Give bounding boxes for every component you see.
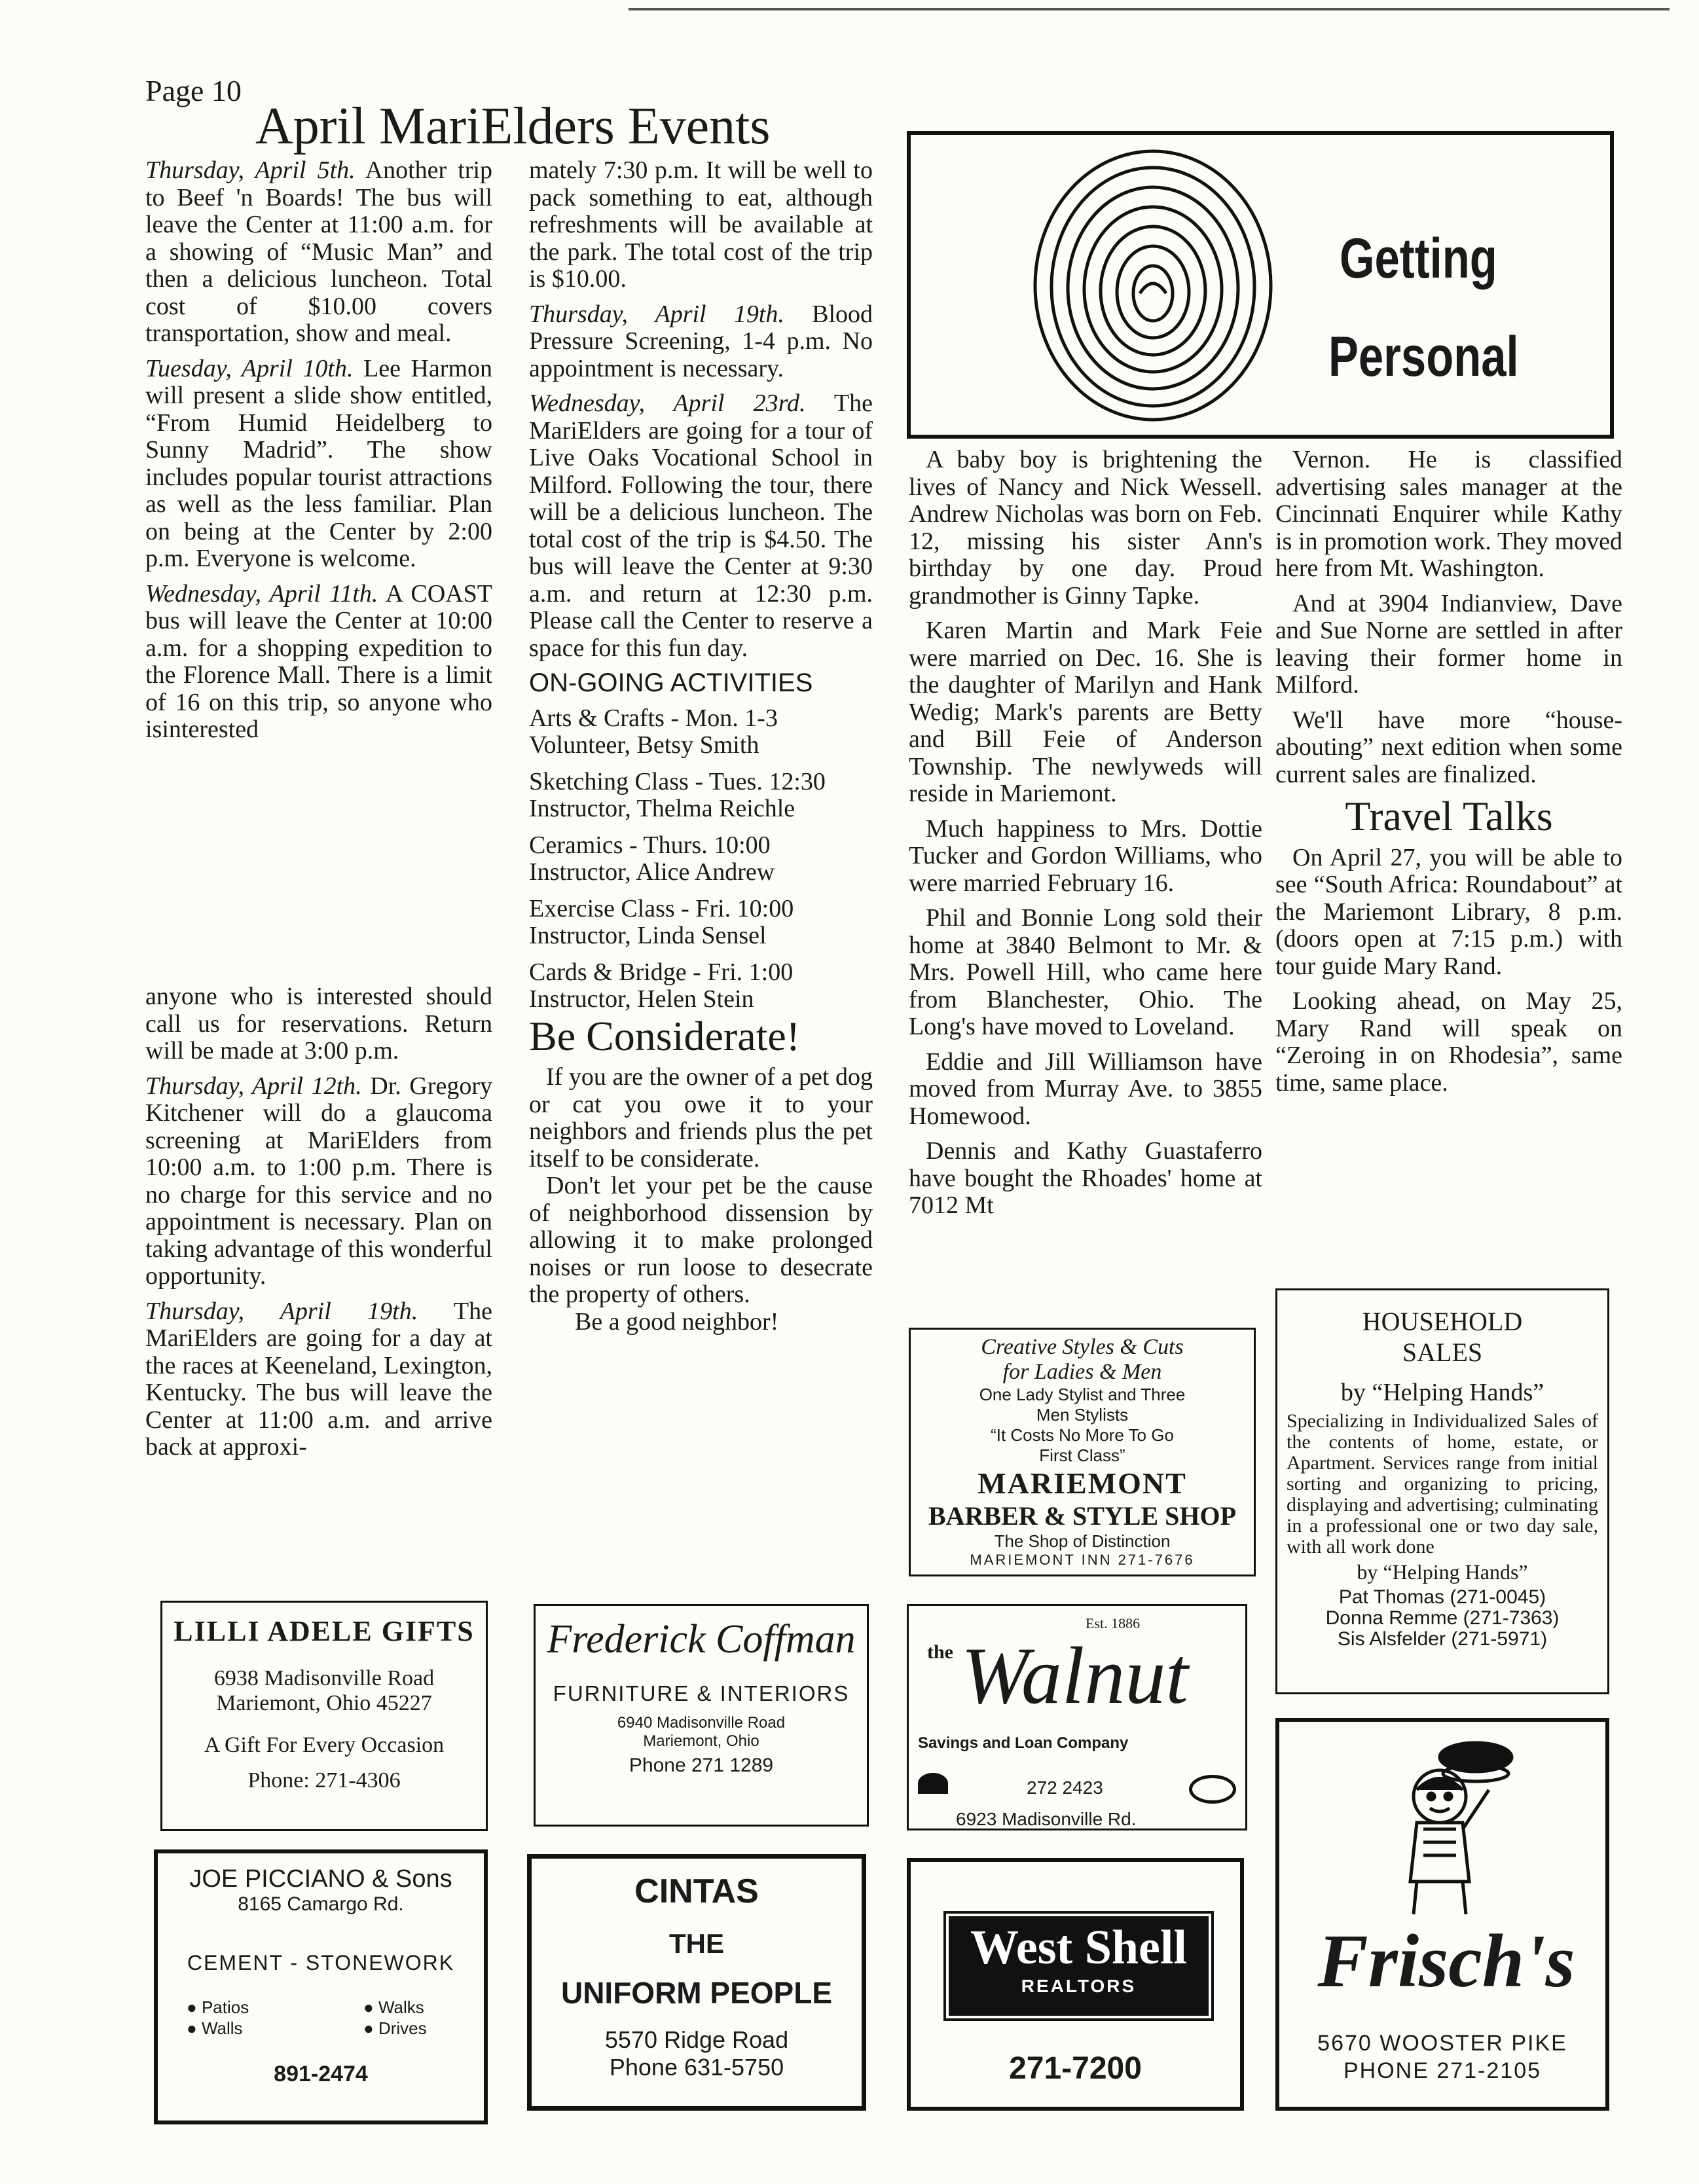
item-patios: ● Patios — [187, 1997, 249, 2017]
walnut-savings-ad — [907, 1604, 1247, 1830]
contact-line: Sis Alsfelder (271-5971) — [1337, 1628, 1548, 1650]
event-text: Blood Pressure Screening, 1-4 p.m. No appointment is necessary. — [529, 300, 873, 382]
barber-quote: “It Costs No More To Go — [991, 1425, 1174, 1445]
household-contacts — [1287, 1587, 1598, 1650]
frederick-coffman-ad — [534, 1604, 869, 1827]
event-date: Thursday, April 12th. — [145, 1072, 362, 1100]
activity-item: Exercise Class - Fri. 10:00 Instructor, Linda Sensel — [529, 894, 794, 949]
coffman-phone: Phone 271 1289 — [629, 1755, 774, 1776]
considerate-paragraph: If you are the owner of a pet dog or cat you owe it to your neighbors and friends plus the pet itself to be considerate. — [529, 1063, 873, 1173]
household-sales-ad — [1275, 1288, 1609, 1694]
household-body: Specializing in Individualized Sales of the contents of home, estate, or Apartment. Services range from initial sorting and organizing to pricing, displaying and advertising; culminating in a professional one or two day sale, with all work done — [1287, 1410, 1598, 1557]
event-text: Another trip to Beef 'n Boards! The bus will leave the Center at 11:00 a.m. for a showing of “Music Man” and then a delicious luncheon. Total cost of $10.00 covers transportation, show and meal. — [145, 156, 492, 347]
lilli-slogan: A Gift For Every Occasion — [204, 1733, 445, 1757]
walnut-coin-icon — [1189, 1775, 1236, 1804]
picciano-address: 8165 Camargo Rd. — [238, 1893, 404, 1915]
coffman-name: Frederick Coffman — [547, 1617, 856, 1662]
page-number: Page 10 — [145, 74, 242, 107]
household-by2: by “Helping Hands” — [1357, 1560, 1528, 1584]
walnut-name: Walnut — [961, 1631, 1188, 1720]
article-paragraph: A baby boy is brightening the lives of Nancy and Nick Wessell. Andrew Nicholas was born on Feb. 12, missing his sister Ann's birthday by one day. Proud grandmother is Ginny Tapke. — [909, 446, 1262, 610]
walnut-address: 6923 Madisonville Rd. — [956, 1809, 1137, 1829]
item-walls: ● Walls — [187, 2018, 243, 2038]
barber-tagline-2: for Ladies & Men — [1002, 1360, 1162, 1384]
activities-list — [529, 705, 873, 1013]
walnut-the: the — [927, 1641, 953, 1663]
article-paragraph: On April 27, you will be able to see “South Africa: Roundabout” at the Mariemont Library, 8 p.m. (doors open at 7:15 p.m.) with tour guide Mary Rand. — [1275, 843, 1622, 980]
west-shell-ad — [907, 1858, 1244, 2111]
event-paragraph — [145, 1073, 492, 1290]
article-paragraph: Much happiness to Mrs. Dottie Tucker and Gordon Williams, who were married February 16. — [909, 814, 1262, 897]
walnut-phone: 272 2423 — [1027, 1777, 1103, 1798]
event-paragraph — [145, 983, 492, 1065]
barber-tagline: Creative Styles & Cuts — [981, 1335, 1184, 1359]
cintas-phone: Phone 631-5750 — [609, 2054, 784, 2081]
article-paragraph: Looking ahead, on May 25, Mary Rand will speak on “Zeroing in on Rhodesia”, same time, same place. — [1275, 987, 1622, 1097]
cintas-the: THE — [669, 1928, 724, 1959]
event-text: anyone who is interested should call us for reservations. Return will be made at 3:00 p.m. — [145, 983, 492, 1065]
frischs-name: Frisch's — [1317, 1920, 1575, 2003]
contact-line: Donna Remme (271-7363) — [1325, 1607, 1560, 1629]
event-paragraph — [529, 390, 873, 662]
west-shell-phone: 271-7200 — [1009, 2051, 1142, 2086]
cintas-ad — [527, 1854, 866, 2111]
west-shell-name: West Shell — [970, 1921, 1187, 1975]
lilli-phone: Phone: 271-4306 — [247, 1768, 401, 1793]
event-date: Thursday, April 19th. — [145, 1297, 418, 1325]
ongoing-heading: ON-GOING ACTIVITIES — [529, 668, 813, 697]
event-date: Tuesday, April 10th. — [145, 354, 354, 382]
cintas-name: CINTAS — [634, 1872, 759, 1910]
lilli-name: LILLI ADELE GIFTS — [174, 1615, 475, 1647]
barber-name-2: BARBER & STYLE SHOP — [928, 1501, 1237, 1531]
fingerprint-icon — [1009, 143, 1297, 431]
event-text: A COAST bus will leave the Center at 10:00 a.m. for a shopping expedition to the Florence Mall. There is a limit of 16 on this trip, so anyone who isinterested — [145, 579, 493, 743]
event-text: Lee Harmon will present a slide show entitled, “From Humid Heidelberg to Sunny Madrid”. The show includes popular tourist attractions as well as the less familiar. Plan on being at the Center by 2:00 p.m. Everyone is welcome. — [145, 354, 493, 572]
personal-heading: Personal — [1328, 325, 1519, 388]
personal-column-3 — [909, 446, 1262, 1228]
picciano-items — [167, 1997, 475, 2052]
event-text: mately 7:30 p.m. It will be well to pack something to eat, although refreshments will be available at the park. The total cost of the trip is $10.00. — [529, 156, 873, 293]
travel-heading: Travel Talks — [1345, 793, 1553, 839]
event-date: Thursday, April 19th. — [529, 300, 784, 328]
events-column-1-continued — [145, 983, 492, 1469]
considerate-closing: Be a good neighbor! — [575, 1307, 779, 1336]
barber-slogan: The Shop of Distinction — [994, 1531, 1171, 1551]
article-paragraph: We'll have more “house-abouting” next edition when some current sales are finalized. — [1275, 706, 1622, 788]
event-text: The MariElders are going for a tour of Live Oaks Vocational School in Milford. Following the tour, there will be a delicious luncheon. The total cost of the trip is $4.50. The bus will leave the Center at 9:30 a.m. and return at 12:30 p.m. Please call the Center to reserve a space for this fun day. — [529, 390, 873, 662]
getting-personal-banner — [907, 131, 1614, 439]
coffman-subtitle: FURNITURE & INTERIORS — [553, 1681, 850, 1705]
event-paragraph — [529, 157, 873, 293]
cintas-address: 5570 Ridge Road — [604, 2026, 789, 2053]
frischs-address: 5670 WOOSTER PIKE — [1317, 2031, 1567, 2056]
activity-item: Sketching Class - Tues. 12:30 Instructor, Thelma Reichle — [529, 767, 826, 822]
barber-phone: MARIEMONT INN 271-7676 — [970, 1552, 1195, 1568]
event-paragraph — [145, 355, 492, 573]
article-paragraph: Dennis and Kathy Guastaferro have bought the Rhoades' home at 7012 Mt — [909, 1137, 1262, 1219]
picciano-ad — [154, 1849, 488, 2124]
event-text: The MariElders are going for a day at the races at Keeneland, Lexington, Kentucky. The bus will leave the Center at 11:00 a.m. and arrive back at approxi- — [145, 1297, 492, 1461]
page-title: April MariElders Events — [255, 98, 771, 155]
considerate-heading: Be Considerate! — [529, 1012, 801, 1059]
article-paragraph: Eddie and Jill Williamson have moved from Murray Ave. to 3855 Homewood. — [909, 1047, 1262, 1130]
item-drives: ● Drives — [363, 2018, 427, 2038]
barber-quote-2: First Class” — [1039, 1446, 1125, 1465]
frischs-phone: PHONE 271-2105 — [1343, 2058, 1542, 2083]
cintas-slogan: UNIFORM PEOPLE — [560, 1976, 833, 2010]
event-date: Thursday, April 5th. — [145, 156, 356, 184]
lilli-adele-gifts-ad — [160, 1601, 488, 1831]
household-by: by “Helping Hands” — [1340, 1379, 1544, 1406]
event-text: Dr. Gregory Kitchener will do a glaucoma screening at MariElders from 10:00 a.m. to 1:00 p.m. There is no charge for this service and no appointment is necessary. Plan on taking advantage of this wonderful opportunity. — [145, 1072, 492, 1290]
getting-heading: Getting — [1340, 227, 1497, 290]
walnut-est: Est. 1886 — [1086, 1615, 1141, 1631]
barber-name: MARIEMONT — [977, 1466, 1187, 1500]
barber-shop-ad — [909, 1328, 1256, 1576]
event-date: Wednesday, April 11th. — [145, 579, 378, 608]
article-paragraph: Karen Martin and Mark Feie were married on Dec. 16. She is the daughter of Marilyn and Hank Wedig; Mark's parents are Betty and Bill Feie of Anderson Township. The newlyweds will reside in Mariemont. — [909, 617, 1262, 807]
event-date: Wednesday, April 23rd. — [529, 390, 806, 417]
event-paragraph — [529, 301, 873, 383]
coffman-city: Mariemont, Ohio — [643, 1732, 759, 1750]
frischs-ad — [1275, 1718, 1609, 2111]
lilli-address: 6938 Madisonville Road — [213, 1666, 435, 1690]
contact-line: Pat Thomas (271-0045) — [1338, 1586, 1546, 1608]
considerate-paragraph: Don't let your pet be the cause of neighborhood dissension by allowing it to make prolonged noises or run loose to desecrate the property of others. — [529, 1172, 873, 1308]
event-paragraph — [145, 581, 492, 744]
article-paragraph: And at 3904 Indianview, Dave and Sue Norne are settled in after leaving their former home in Milford. — [1275, 589, 1622, 699]
article-paragraph: Vernon. He is classified advertising sales manager at the Cincinnati Enquirer while Kathy is in promotion work. They moved here from Mt. Washington. — [1275, 446, 1622, 582]
household-title: HOUSEHOLD SALES — [1362, 1307, 1523, 1367]
personal-column-4 — [1275, 446, 1622, 1104]
article-paragraph: Phil and Bonnie Long sold their home at 3840 Belmont to Mr. & Mrs. Powell Hill, who came here from Blanchester, Ohio. The Long's have moved to Loveland. — [909, 904, 1262, 1040]
events-column-2 — [529, 157, 873, 1336]
big-boy-icon — [1378, 1731, 1522, 1921]
west-shell-logo — [943, 1911, 1214, 2021]
event-paragraph — [145, 1298, 492, 1461]
barber-staff-2: Men Stylists — [1036, 1405, 1129, 1425]
event-paragraph — [145, 157, 492, 348]
considerate-article — [529, 1064, 873, 1309]
events-column-1 — [145, 157, 492, 752]
barber-staff: One Lady Stylist and Three — [979, 1385, 1186, 1404]
activity-item: Arts & Crafts - Mon. 1-3 Volunteer, Betsy Smith — [529, 704, 778, 759]
picciano-name: JOE PICCIANO & Sons — [189, 1865, 452, 1893]
picciano-service: CEMENT - STONEWORK — [187, 1951, 455, 1975]
picciano-phone: 891-2474 — [274, 2062, 368, 2086]
west-shell-subtitle: REALTORS — [1021, 1976, 1137, 1996]
walnut-logo-icon — [918, 1773, 948, 1794]
activity-item: Ceramics - Thurs. 10:00 Instructor, Alice Andrew — [529, 831, 775, 886]
item-walks: ● Walks — [363, 1997, 424, 2017]
top-rule — [629, 8, 1670, 10]
activity-item: Cards & Bridge - Fri. 1:00 Instructor, Helen Stein — [529, 958, 794, 1013]
lilli-city: Mariemont, Ohio 45227 — [216, 1691, 432, 1715]
coffman-address: 6940 Madisonville Road — [617, 1714, 786, 1732]
walnut-subtitle: Savings and Loan Company — [918, 1734, 1129, 1752]
